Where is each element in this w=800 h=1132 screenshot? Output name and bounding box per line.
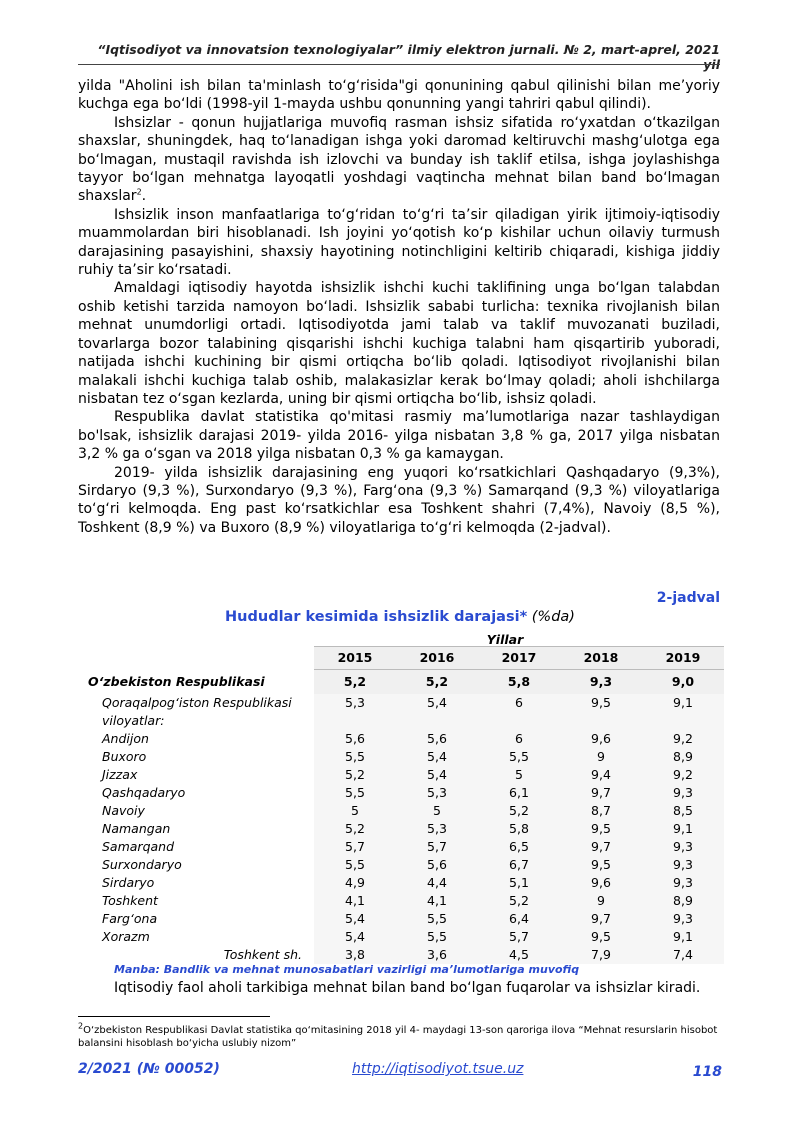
table-row — [88, 892, 724, 910]
table-cell: 9,0 — [642, 670, 724, 695]
table-cell: 9,5 — [560, 694, 642, 712]
table-cell: 9,5 — [560, 820, 642, 838]
years-caption: Yillar — [486, 632, 524, 647]
table-cell: 4,4 — [396, 874, 478, 892]
table-cell — [560, 712, 642, 730]
paragraph-2-text: Ishsizlar - qonun hujjatlariga muvofiq rasman ishsiz sifatida ro‘yxatdan o‘tkazilgan shaxslar, shuningdek, haq to‘lanadigan ishga yoki daromad keltiruvchi mashg‘ulotga ega bo‘lmagan, mustaqil ravishda ish izlovchi va bunday ish taklif etilsa, ishga joylashishga tayyor bo‘lgan mehnatga layoqatli yoshdagi vaqtincha mehnat bilan band bo‘lmagan shaxslar — [78, 114, 720, 205]
table-row — [88, 838, 724, 856]
table-cell: 9,3 — [642, 910, 724, 928]
row-label: Jizzax — [102, 767, 138, 782]
table-row — [88, 784, 724, 802]
row-label: Samarqand — [102, 839, 175, 854]
table-cell: 8,7 — [560, 802, 642, 820]
table-cell: 9,1 — [642, 928, 724, 946]
issue-number: 2/2021 (№ 00052) — [78, 1061, 220, 1077]
table-cell: 5,2 — [478, 892, 560, 910]
table-title-text: Hududlar kesimida ishsizlik darajasi* — [225, 609, 528, 625]
unemployment-table — [88, 646, 724, 964]
table-cell: 5 — [478, 766, 560, 784]
table-cell: 4,1 — [396, 892, 478, 910]
table-row — [88, 874, 724, 892]
table-cell: 3,6 — [396, 946, 478, 964]
journal-url-link[interactable]: http://iqtisodiyot.tsue.uz — [352, 1061, 524, 1077]
table-cell: 9,3 — [560, 670, 642, 695]
row-label: Navoiy — [102, 803, 145, 818]
table-cell: 5,8 — [478, 670, 560, 695]
table-cell: 5,3 — [314, 694, 396, 712]
footnote-ref[interactable]: 2 — [136, 187, 142, 197]
table-cell: 5,7 — [314, 838, 396, 856]
paragraph-5: Respublika davlat statistika qo'mitasi rasmiy ma’lumotlariga nazar tashlaydigan bo'lsak, ishsizlik darajasi 2019- yilda 2016- yilga nisbatan 3,8 % ga, 2017 yilga nisbatan 3,2 % ga o‘sgan va 2018 yilga nisbatan 0,3 % ga kamaygan. — [78, 409, 720, 463]
table-row-national — [88, 670, 724, 695]
table-cell: 5,8 — [478, 820, 560, 838]
table-cell: 5,2 — [396, 670, 478, 695]
row-label: Toshkent — [102, 893, 158, 908]
table-cell: 5,7 — [478, 928, 560, 946]
table-cell: 8,9 — [642, 892, 724, 910]
table-cell: 9,3 — [642, 856, 724, 874]
row-label: Surxondaryo — [102, 857, 182, 872]
table-unit: (%da) — [531, 609, 575, 625]
table-row — [88, 910, 724, 928]
row-label: Farg‘ona — [102, 911, 158, 926]
table-cell: 5,5 — [396, 910, 478, 928]
table-row — [88, 766, 724, 784]
table-cell: 5 — [314, 802, 396, 820]
table-cell: 8,9 — [642, 748, 724, 766]
table-cell: 5,6 — [396, 856, 478, 874]
table-cell — [478, 712, 560, 730]
table-row — [88, 946, 724, 964]
article-body — [78, 77, 720, 537]
table-cell: 5,3 — [396, 784, 478, 802]
header-blank-cell — [88, 647, 314, 670]
year-header-2018: 2018 — [560, 647, 642, 670]
table-cell: 6,1 — [478, 784, 560, 802]
table-row — [88, 730, 724, 748]
table-row — [88, 748, 724, 766]
table-cell: 7,9 — [560, 946, 642, 964]
table-cell: 9,2 — [642, 730, 724, 748]
table-cell — [642, 712, 724, 730]
table-cell: 9,2 — [642, 766, 724, 784]
table-cell: 7,4 — [642, 946, 724, 964]
table-cell: 5,2 — [314, 766, 396, 784]
paragraph-2 — [78, 114, 720, 206]
table-source: Manba: Bandlik va mehnat munosabatlari vazirligi ma’lumotlariga muvofiq — [114, 963, 580, 976]
row-label: Buxoro — [102, 749, 147, 764]
year-header-2015: 2015 — [314, 647, 396, 670]
table-cell: 9,6 — [560, 874, 642, 892]
footnote-text: O‘zbekiston Respublikasi Davlat statistika qo‘mitasining 2018 yil 4- maydagi 13-son qaroriga ilova “Mehnat resurslarin hisobot balansini hisoblash bo‘yicha uslubiy nizom” — [78, 1025, 718, 1049]
table-cell: 9 — [560, 748, 642, 766]
paragraph-1: yilda "Aholini ish bilan ta'minlash to‘g‘risida"gi qonunining qabul qilinishi bilan me’yoriy kuchga ega bo‘ldi (1998-yil 1-mayda ushbu qonunning yangi tahriri qabul qilindi). — [78, 78, 720, 113]
table-cell: 9 — [560, 892, 642, 910]
table-cell: 5,5 — [478, 748, 560, 766]
table-cell: 6,4 — [478, 910, 560, 928]
table-cell: 9,3 — [642, 874, 724, 892]
table-cell: 9,6 — [560, 730, 642, 748]
table-cell: 6 — [478, 694, 560, 712]
table-cell: 5,7 — [396, 838, 478, 856]
table-cell: 6 — [478, 730, 560, 748]
row-label: Qashqadaryo — [102, 785, 186, 800]
table-cell: 9,7 — [560, 910, 642, 928]
row-label: Toshkent sh. — [223, 947, 302, 962]
table-cell: 5,4 — [396, 694, 478, 712]
table-cell: 3,8 — [314, 946, 396, 964]
table-cell: 4,1 — [314, 892, 396, 910]
table-cell: 9,3 — [642, 784, 724, 802]
footnote-divider — [78, 1016, 270, 1017]
table-row — [88, 856, 724, 874]
footnote — [78, 1021, 720, 1050]
table-cell: 5,5 — [314, 856, 396, 874]
row-label: Andijon — [102, 731, 149, 746]
table-cell: 5,2 — [314, 670, 396, 695]
table-cell: 4,9 — [314, 874, 396, 892]
journal-header: “Iqtisodiyot va innovatsion texnologiyalar” ilmiy elektron jurnali. № 2, mart-aprel, 2021 yil — [97, 42, 720, 72]
table-cell: 9,7 — [560, 838, 642, 856]
table-cell: 5,3 — [396, 820, 478, 838]
table-cell: 5,6 — [314, 730, 396, 748]
table-cell: 9,1 — [642, 694, 724, 712]
table-row — [88, 928, 724, 946]
table-cell: 9,3 — [642, 838, 724, 856]
row-label: Namangan — [102, 821, 171, 836]
row-label: O‘zbekiston Respublikasi — [88, 673, 265, 689]
table-cell: 5,2 — [314, 820, 396, 838]
table-cell: 5,5 — [314, 784, 396, 802]
table-cell: 9,5 — [560, 856, 642, 874]
table-cell — [396, 712, 478, 730]
page-number: 118 — [692, 1064, 722, 1080]
table-cell: 5,4 — [314, 910, 396, 928]
table-label: 2-jadval — [656, 590, 720, 606]
paragraph-6: 2019- yilda ishsizlik darajasining eng yuqori ko‘rsatkichlari Qashqadaryo (9,3%), Sirdaryo (9,3 %), Surxondaryo (9,3 %), Farg‘ona (9,3 %) Samarqand (9,3 %) viloyatlariga to‘g‘ri kelmoqda. Eng past ko‘rsatkichlar esa Toshkent shahri (7,4%), Navoiy (8,5 %), Toshkent (8,9 %) va Buxoro (8,9 %) viloyatlariga to‘g‘ri kelmoqda (2-jadval). — [78, 464, 720, 536]
table-cell: 6,7 — [478, 856, 560, 874]
year-header-2019: 2019 — [642, 647, 724, 670]
table-row — [88, 820, 724, 838]
table-cell: 8,5 — [642, 802, 724, 820]
table-cell: 9,5 — [560, 928, 642, 946]
table-cell: 5,5 — [314, 748, 396, 766]
table-cell: 9,1 — [642, 820, 724, 838]
table-cell: 5,4 — [396, 748, 478, 766]
table-header-row — [88, 647, 724, 670]
table-cell: 5,1 — [478, 874, 560, 892]
table-cell — [314, 712, 396, 730]
table-cell: 5,5 — [396, 928, 478, 946]
row-label: viloyatlar: — [102, 713, 165, 728]
row-label: Xorazm — [102, 929, 150, 944]
table-cell: 4,5 — [478, 946, 560, 964]
table-cell: 5,2 — [478, 802, 560, 820]
table-cell: 5,4 — [314, 928, 396, 946]
table-row — [88, 694, 724, 712]
table-title — [0, 609, 800, 625]
table-cell: 9,7 — [560, 784, 642, 802]
paragraph-4: Amaldagi iqtisodiy hayotda ishsizlik ishchi kuchi taklifining unga bo‘lgan talabdan oshib ketishi tarzida namoyon bo‘ladi. Ishsizlik sababi turlicha: texnika rivojlanish bilan mehnat unumdorligi ortadi. Iqtisodiyotda jami talab va taklif muvozanati buziladi, tovarlarga bozor talabining qisqarishi ishchi kuchiga talabni ham qisqartirib yuboradi, natijada ishchi kuchining bir qismi ortiqcha bo‘lib qoladi. Iqtisodiyot rivojlanishi bilan malakali ishchi kuchiga talab oshib, malakasizlar kerak bo‘lmay qoladi; aholi ishchilarga nisbatan tez o‘sgan kezlarda, uning bir qismi ortiqcha bo‘lib, ishsiz qoladi. — [78, 280, 720, 407]
table-row — [88, 802, 724, 820]
closing-sentence: Iqtisodiy faol aholi tarkibiga mehnat bilan band bo‘lgan fuqarolar va ishsizlar kiradi. — [114, 980, 701, 996]
paragraph-2-end: . — [141, 188, 147, 205]
table-row — [88, 712, 724, 730]
row-label: Qoraqalpog‘iston Respublikasi — [102, 695, 292, 710]
header-divider — [78, 64, 720, 65]
table-cell: 9,4 — [560, 766, 642, 784]
table-cell: 6,5 — [478, 838, 560, 856]
table-cell: 5,6 — [396, 730, 478, 748]
table-cell: 5,4 — [396, 766, 478, 784]
year-header-2017: 2017 — [478, 647, 560, 670]
year-header-2016: 2016 — [396, 647, 478, 670]
row-label: Sirdaryo — [102, 875, 155, 890]
footnote-mark: 2 — [78, 1021, 84, 1031]
paragraph-3: Ishsizlik inson manfaatlariga to‘g‘ridan to‘g‘ri ta’sir qiladigan yirik ijtimoiy-iqtisodiy muammolardan biri hisoblanadi. Ish joyini yo‘qotish ko‘p kishilar uchun oilaviy turmush darajasining pasayishini, shaxsiy hayotining notinchligini keltirib chiqaradi, kishiga jiddiy ruhiy ta’sir ko‘rsatadi. — [78, 206, 720, 279]
table-cell: 5 — [396, 802, 478, 820]
